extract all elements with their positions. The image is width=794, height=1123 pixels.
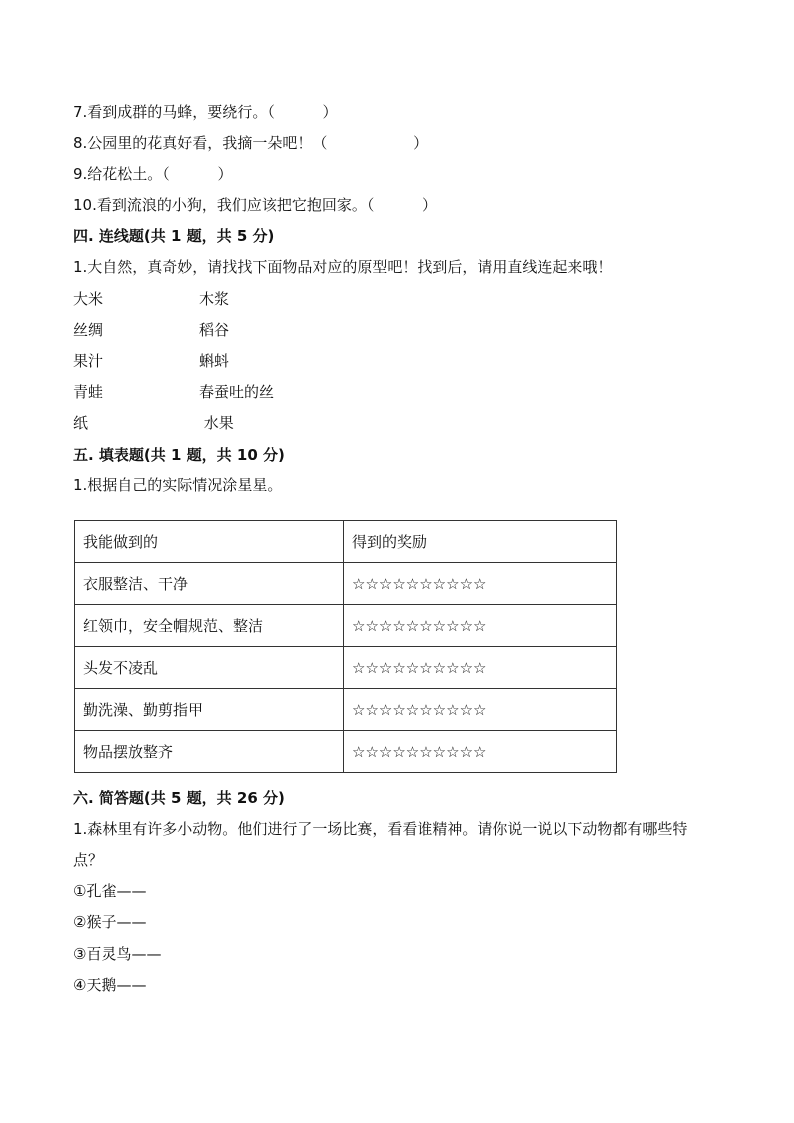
star-rating[interactable]: ☆☆☆☆☆☆☆☆☆☆ bbox=[344, 689, 617, 731]
table-cell-item: 头发不凌乱 bbox=[75, 647, 344, 689]
section-6-heading: 六. 简答题(共 5 题，共 26 分) bbox=[73, 789, 285, 807]
reward-table bbox=[74, 520, 617, 773]
section-5-heading: 五. 填表题(共 1 题，共 10 分) bbox=[73, 446, 285, 464]
table-row bbox=[75, 605, 617, 647]
section-4-question: 1.大自然，真奇妙，请找找下面物品对应的原型吧！找到后，请用直线连起来哦！ bbox=[73, 258, 613, 276]
star-rating[interactable]: ☆☆☆☆☆☆☆☆☆☆ bbox=[344, 605, 617, 647]
section-5-question: 1.根据自己的实际情况涂星星。 bbox=[73, 476, 283, 494]
star-rating[interactable]: ☆☆☆☆☆☆☆☆☆☆ bbox=[344, 647, 617, 689]
match-left-item: 纸 bbox=[73, 414, 89, 432]
answer-item: ④天鹅—— bbox=[73, 976, 147, 994]
judge-item-8: 8.公园里的花真好看，我摘一朵吧！（ ） bbox=[73, 134, 429, 152]
answer-item: ②猴子—— bbox=[73, 913, 147, 931]
table-row bbox=[75, 689, 617, 731]
match-left-item: 丝绸 bbox=[73, 321, 104, 339]
match-right-item: 水果 bbox=[199, 414, 234, 432]
match-right-item: 蝌蚪 bbox=[199, 352, 230, 370]
table-row bbox=[75, 731, 617, 773]
section-4-heading: 四. 连线题(共 1 题，共 5 分) bbox=[73, 227, 275, 245]
judge-item-10: 10.看到流浪的小狗，我们应该把它抱回家。（ ） bbox=[73, 196, 438, 214]
answer-item: ③百灵鸟—— bbox=[73, 945, 162, 963]
match-left-item: 青蛙 bbox=[73, 383, 104, 401]
table-header-cell: 得到的奖励 bbox=[344, 521, 617, 563]
section-6-question-line1: 1.森林里有许多小动物。他们进行了一场比赛，看看谁精神。请你说一说以下动物都有哪些特 bbox=[73, 820, 688, 838]
table-header-cell: 我能做到的 bbox=[75, 521, 344, 563]
section-6-question-line2: 点？ bbox=[73, 851, 104, 869]
match-right-item: 稻谷 bbox=[199, 321, 230, 339]
table-row bbox=[75, 563, 617, 605]
match-right-item: 木浆 bbox=[199, 290, 230, 308]
judge-item-9: 9.给花松土。（ ） bbox=[73, 165, 233, 183]
match-left-item: 果汁 bbox=[73, 352, 104, 370]
answer-item: ①孔雀—— bbox=[73, 882, 147, 900]
table-cell-item: 勤洗澡、勤剪指甲 bbox=[75, 689, 344, 731]
match-right-item: 春蚕吐的丝 bbox=[199, 383, 275, 401]
match-left-item: 大米 bbox=[73, 290, 104, 308]
star-rating[interactable]: ☆☆☆☆☆☆☆☆☆☆ bbox=[344, 731, 617, 773]
table-row bbox=[75, 647, 617, 689]
table-cell-item: 红领巾，安全帽规范、整洁 bbox=[75, 605, 344, 647]
judge-item-7: 7.看到成群的马蜂，要绕行。（ ） bbox=[73, 103, 338, 121]
table-header-row bbox=[75, 521, 617, 563]
star-rating[interactable]: ☆☆☆☆☆☆☆☆☆☆ bbox=[344, 563, 617, 605]
table-cell-item: 物品摆放整齐 bbox=[75, 731, 344, 773]
table-cell-item: 衣服整洁、干净 bbox=[75, 563, 344, 605]
